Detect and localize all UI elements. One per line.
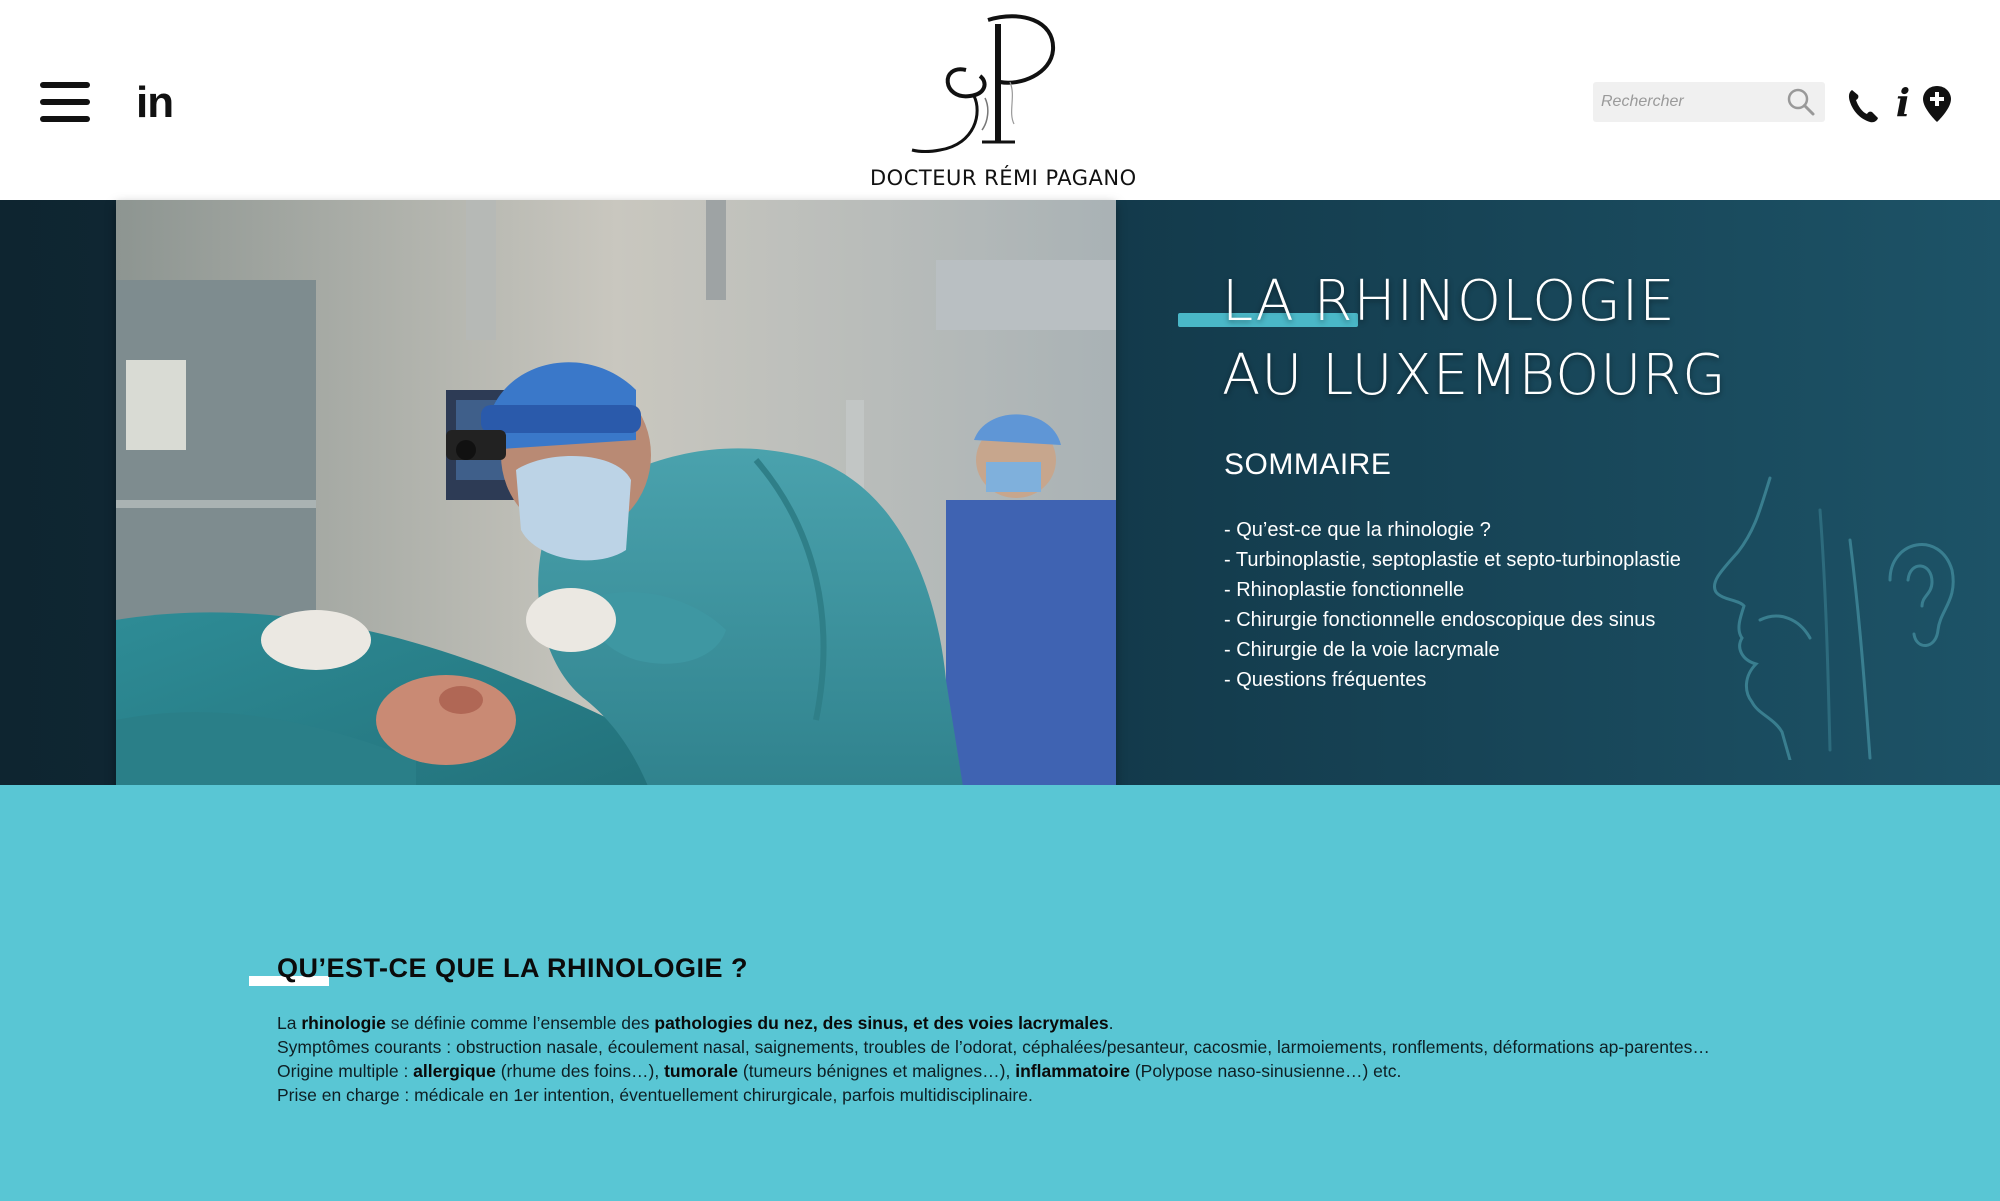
- search-box: [1593, 82, 1825, 122]
- page-title-line-2: AU LUXEMBOURG: [1222, 343, 1727, 408]
- site-header: [0, 0, 2000, 200]
- toc-item[interactable]: - Rhinoplastie fonctionnelle: [1224, 579, 1465, 601]
- search-input[interactable]: [1599, 87, 1779, 117]
- hamburger-menu-icon[interactable]: [40, 82, 90, 122]
- logo-monogram-icon: [870, 12, 1130, 162]
- location-pin-icon[interactable]: [1920, 84, 1954, 124]
- site-logo[interactable]: [870, 12, 1137, 197]
- definition-paragraph: La rhinologie se définie comme l’ensemble des pathologies du nez, des sinus, et des voies lacrymales.: [277, 1013, 1114, 1033]
- section-body: [277, 1011, 1737, 1107]
- toc-item[interactable]: - Chirurgie fonctionnelle endoscopique des sinus: [1224, 609, 1656, 631]
- toc-item[interactable]: - Questions fréquentes: [1224, 669, 1427, 691]
- toc-item[interactable]: - Chirurgie de la voie lacrymale: [1224, 639, 1500, 661]
- toc-item[interactable]: - Qu’est-ce que la rhinologie ?: [1224, 519, 1491, 541]
- section-heading: QU’EST-CE QUE LA RHINOLOGIE ?: [277, 953, 749, 983]
- sommaire-heading: SOMMAIRE: [1224, 448, 1392, 481]
- page-title-line-1: LA RHINOLOGIE: [1222, 269, 1676, 334]
- content-section: [0, 785, 2000, 1201]
- face-profile-icon: [1700, 470, 1960, 760]
- linkedin-icon[interactable]: in: [136, 78, 174, 127]
- phone-icon[interactable]: [1846, 84, 1880, 124]
- surgery-photo: [116, 200, 1116, 868]
- toc-item[interactable]: - Turbinoplastie, septoplastie et septo-turbinoplastie: [1224, 549, 1681, 571]
- treatment-paragraph: Prise en charge : médicale en 1er intention, éventuellement chirurgicale, parfois multidisciplinaire.: [277, 1085, 1033, 1105]
- info-icon[interactable]: i: [1895, 80, 1911, 125]
- origin-paragraph: Origine multiple : allergique (rhume des foins…), tumorale (tumeurs bénignes et malignes…), inflammatoire (Polypose naso-sinusienne…) etc.: [277, 1061, 1402, 1081]
- symptoms-paragraph: Symptômes courants : obstruction nasale, écoulement nasal, saignements, troubles de l’odorat, céphalées/pesanteur, cacosmie, larmoiements, ronflements, déformations ap-parentes…: [277, 1037, 1710, 1057]
- logo-wordmark: DOCTEUR RÉMI PAGANO: [870, 166, 1137, 190]
- sommaire-list: [1224, 515, 1681, 695]
- page-title: [1222, 265, 1727, 413]
- search-icon[interactable]: [1785, 86, 1817, 118]
